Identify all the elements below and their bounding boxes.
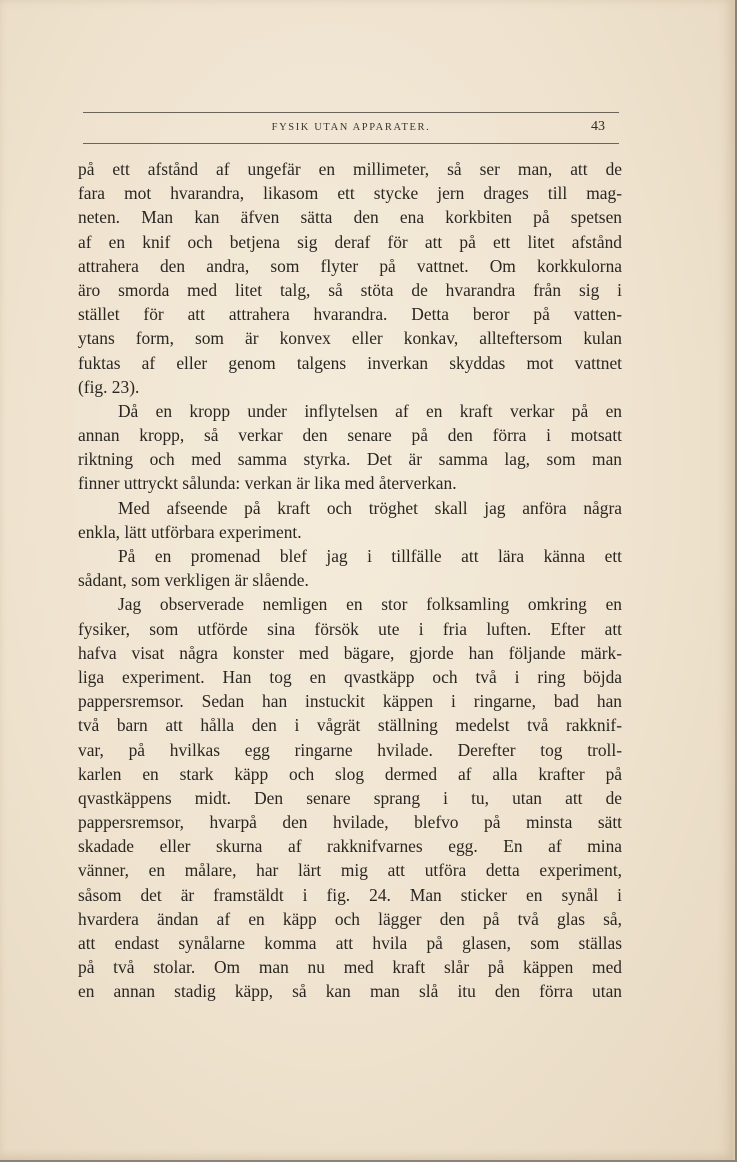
text-line: liga experiment. Han tog en qvastkäpp och två i ring böjda — [78, 666, 622, 687]
text-line: annan kropp, så verkar den senare på den förra i motsatt — [78, 425, 622, 446]
text-line: (fig. 23). — [78, 376, 140, 397]
text-line: Med afseende på kraft och tröghet skall jag anföra några — [118, 497, 622, 518]
text-line: fuktas af eller genom talgens inverkan skyddas mot vattnet — [78, 352, 622, 373]
running-header — [83, 112, 619, 144]
page-number: 43 — [591, 119, 605, 134]
text-line: såsom det är framstäldt i fig. 24. Man sticker en synål i — [78, 884, 622, 905]
body-text — [78, 157, 622, 1004]
text-line: hvardera ändan af en käpp och lägger den på två glas så, — [78, 908, 622, 929]
text-line: På en promenad blef jag i tillfälle att lära känna ett — [118, 546, 622, 566]
text-line: af en knif och betjena sig deraf för att på ett litet afstånd — [78, 231, 622, 252]
text-line: två barn att hålla den i vågrät ställning medelst två rakknif- — [78, 715, 622, 736]
text-line: ytans form, som är konvex eller konkav, allteftersom kulan — [78, 328, 622, 349]
text-line: skadade eller skurna af rakknifvarnes egg. En af mina — [78, 836, 622, 857]
text-line: äro smorda med litet talg, så stöta de hvarandra från sig i — [78, 279, 622, 300]
text-line: en annan stadig käpp, så kan man slå itu den förra utan — [78, 981, 622, 1002]
running-title: FYSIK UTAN APPARATER. — [271, 122, 431, 133]
text-line: Då en kropp under inflytelsen af en kraft verkar på en — [118, 400, 622, 421]
text-line: hafva visat några konster med bägare, gjorde han följande märk- — [78, 642, 622, 663]
text-line: pappersremsor, hvarpå den hvilade, blefvo på minsta sätt — [78, 812, 622, 833]
text-line: qvastkäppens midt. Den senare sprang i tu, utan att de — [78, 787, 622, 808]
text-line: riktning och med samma styrka. Det är samma lag, som man — [78, 449, 622, 470]
text-line: neten. Man kan äfven sätta den ena korkbiten på spetsen — [78, 207, 622, 228]
text-line: sådant, som verkligen är slående. — [78, 570, 309, 591]
text-line: på två stolar. Om man nu med kraft slår på käppen med — [78, 957, 622, 978]
text-line: stället för att attrahera hvarandra. Detta beror på vatten- — [78, 304, 622, 325]
text-line: attrahera den andra, som flyter på vattnet. Om korkkulorna — [78, 255, 622, 276]
text-line: fara mot hvarandra, likasom ett stycke jern drages till mag- — [78, 183, 622, 204]
text-line: pappersremsor. Sedan han instuckit käppen i ringarne, bad han — [78, 691, 622, 712]
text-line: vänner, en målare, har lärt mig att utföra detta experiment, — [78, 860, 622, 881]
text-line: fysiker, som utförde sina försök ute i fria luften. Efter att — [78, 618, 622, 639]
text-line: karlen en stark käpp och slog dermed af alla krafter på — [78, 763, 622, 784]
text-line: finner uttryckt sålunda: verkan är lika med återverkan. — [78, 473, 457, 494]
text-line: att endast synålarne komma att hvila på glasen, som ställas — [78, 933, 622, 953]
text-line: Jag observerade nemligen en stor folksamling omkring en — [118, 594, 622, 615]
text-line: var, på hvilkas egg ringarne hvilade. Derefter tog troll- — [78, 739, 622, 760]
text-line: på ett afstånd af ungefär en millimeter, så ser man, att de — [78, 159, 622, 179]
text-line: enkla, lätt utförbara experiment. — [78, 521, 302, 542]
